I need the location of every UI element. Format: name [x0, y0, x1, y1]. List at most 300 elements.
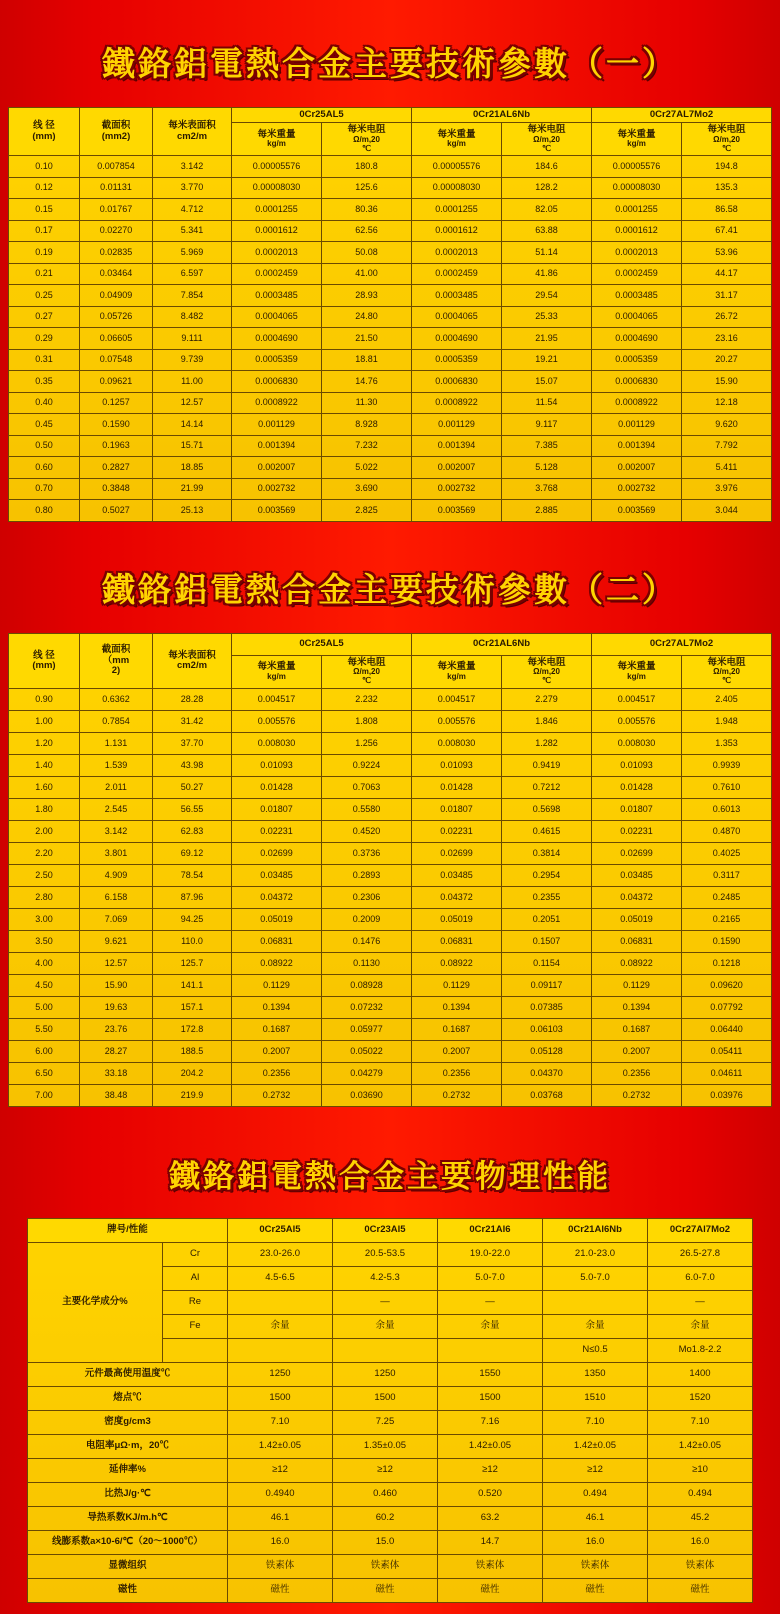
- table-cell: 26.72: [682, 306, 772, 328]
- table-cell: ≥12: [228, 1459, 333, 1483]
- table-cell: 0.0002459: [592, 263, 682, 285]
- property-label: 密度g/cm3: [28, 1411, 228, 1435]
- table-cell: 0.0003485: [232, 285, 322, 307]
- table-cell: 0.1590: [682, 931, 772, 953]
- table-cell: 0.03768: [502, 1085, 592, 1107]
- table-cell: 5.969: [153, 242, 232, 264]
- table-row: [9, 478, 772, 500]
- table-cell: 0.004517: [232, 689, 322, 711]
- table-cell: 0.2732: [412, 1085, 502, 1107]
- table-cell: 0.21: [9, 263, 80, 285]
- table-cell: 5.128: [502, 457, 592, 479]
- table-cell: 余量: [228, 1315, 333, 1339]
- table-row: [9, 733, 772, 755]
- table-cell: 135.3: [682, 177, 772, 199]
- table-cell: 78.54: [153, 865, 232, 887]
- table-cell: 3.768: [502, 478, 592, 500]
- table-cell: 110.0: [153, 931, 232, 953]
- table-cell: 0.005576: [232, 711, 322, 733]
- table-cell: 0.02699: [592, 843, 682, 865]
- table-cell: 0.2827: [80, 457, 153, 479]
- table-cell: 62.56: [322, 220, 412, 242]
- table-cell: 69.12: [153, 843, 232, 865]
- table-cell: 0.005576: [412, 711, 502, 733]
- table-cell: 0.02270: [80, 220, 153, 242]
- table-cell: 21.99: [153, 478, 232, 500]
- table-cell: 15.71: [153, 435, 232, 457]
- table-cell: 16.0: [648, 1531, 753, 1555]
- table-cell: 磁性: [648, 1579, 753, 1603]
- composition-element: Fe: [163, 1315, 228, 1339]
- table-cell: 0.04279: [322, 1063, 412, 1085]
- table-cell: 9.739: [153, 349, 232, 371]
- table-cell: 1.846: [502, 711, 592, 733]
- header-weight-1: 每米重量 kg/m: [232, 123, 322, 156]
- table-cell: 0.3848: [80, 478, 153, 500]
- table-cell: 0.00008030: [232, 177, 322, 199]
- table-row: [9, 500, 772, 522]
- composition-element: Cr: [163, 1243, 228, 1267]
- table-cell: 28.28: [153, 689, 232, 711]
- table-cell: 0.9939: [682, 755, 772, 777]
- table-cell: 0.002007: [232, 457, 322, 479]
- table-cell: 0.08922: [232, 953, 322, 975]
- table-cell: [438, 1339, 543, 1363]
- property-label: 磁性: [28, 1579, 228, 1603]
- table-cell: 0.04909: [80, 285, 153, 307]
- table-cell: 0.05977: [322, 1019, 412, 1041]
- table-cell: 0.04611: [682, 1063, 772, 1085]
- table-row: [9, 887, 772, 909]
- table-cell: 1.42±0.05: [438, 1435, 543, 1459]
- table-cell: 5.411: [682, 457, 772, 479]
- table-cell: 8.928: [322, 414, 412, 436]
- table-cell: 0.1129: [592, 975, 682, 997]
- table-row: [9, 689, 772, 711]
- table-cell: 0.2007: [232, 1041, 322, 1063]
- table-cell: 23.16: [682, 328, 772, 350]
- table-cell: 15.0: [333, 1531, 438, 1555]
- table-cell: 0.008030: [232, 733, 322, 755]
- table-cell: 5.341: [153, 220, 232, 242]
- table-cell: 0.460: [333, 1483, 438, 1507]
- table-cell: 0.7212: [502, 777, 592, 799]
- header-grade-property: 牌号/性能: [28, 1219, 228, 1243]
- table-cell: 0.09117: [502, 975, 592, 997]
- table-cell: 46.1: [228, 1507, 333, 1531]
- table-cell: 12.57: [80, 953, 153, 975]
- header-resistance-3: 每米电阻 Ω/m,20 ℃: [682, 123, 772, 156]
- table-cell: 0.004517: [592, 689, 682, 711]
- table-cell: 0.0002013: [592, 242, 682, 264]
- table-cell: —: [438, 1291, 543, 1315]
- table-cell: 0.6013: [682, 799, 772, 821]
- table-2-wrapper: [0, 633, 780, 1107]
- table-cell: 25.33: [502, 306, 592, 328]
- tech-params-table-1: [8, 107, 772, 522]
- table-cell: 14.14: [153, 414, 232, 436]
- table-cell: 铁素体: [228, 1555, 333, 1579]
- table-cell: 4.50: [9, 975, 80, 997]
- table-cell: 0.9419: [502, 755, 592, 777]
- table-cell: 0.001129: [412, 414, 502, 436]
- table-cell: 194.8: [682, 156, 772, 178]
- property-label: 比热J/g·℃: [28, 1483, 228, 1507]
- table-cell: [333, 1339, 438, 1363]
- table-cell: 0.02231: [232, 821, 322, 843]
- table-cell: 0.2355: [502, 887, 592, 909]
- table-cell: 0.1130: [322, 953, 412, 975]
- table-row: [9, 953, 772, 975]
- table-cell: 23.0-26.0: [228, 1243, 333, 1267]
- table-row: [9, 392, 772, 414]
- table-cell: 28.27: [80, 1041, 153, 1063]
- table-cell: 0.0002459: [412, 263, 502, 285]
- table-cell: 41.00: [322, 263, 412, 285]
- property-label: 显微组织: [28, 1555, 228, 1579]
- table-cell: 6.158: [80, 887, 153, 909]
- table-cell: 7.385: [502, 435, 592, 457]
- composition-element: [163, 1339, 228, 1363]
- table-cell: 62.83: [153, 821, 232, 843]
- table-cell: 0.0001612: [592, 220, 682, 242]
- table-cell: 0.7610: [682, 777, 772, 799]
- table-cell: 21.0-23.0: [543, 1243, 648, 1267]
- header2-weight-2: 每米重量 kg/m: [412, 655, 502, 688]
- table-cell: 0.05128: [502, 1041, 592, 1063]
- header-alloy2-0cr25al5: 0Cr25AL5: [232, 633, 412, 655]
- table-cell: 0.3117: [682, 865, 772, 887]
- table-cell: 0.0004065: [592, 306, 682, 328]
- table-cell: 0.2009: [322, 909, 412, 931]
- table-cell: 19.0-22.0: [438, 1243, 543, 1267]
- table-cell: 0.02699: [232, 843, 322, 865]
- table-cell: 0.2356: [232, 1063, 322, 1085]
- table-cell: 0.06103: [502, 1019, 592, 1041]
- table-cell: 0.0001255: [232, 199, 322, 221]
- table-cell: 0.0004065: [412, 306, 502, 328]
- table-cell: 0.2893: [322, 865, 412, 887]
- table-cell: 87.96: [153, 887, 232, 909]
- header-p-alloy-4: 0Cr21Al6Nb: [543, 1219, 648, 1243]
- table-cell: 1.20: [9, 733, 80, 755]
- property-label: 导热系数KJ/m.h℃: [28, 1507, 228, 1531]
- table-cell: 0.01807: [232, 799, 322, 821]
- table-1-body: [9, 156, 772, 522]
- table-row: [9, 975, 772, 997]
- table-cell: 5.00: [9, 997, 80, 1019]
- table-cell: 0.01428: [412, 777, 502, 799]
- table-cell: 0.0006830: [232, 371, 322, 393]
- header-wire-diameter-2: 线 径 (mm): [9, 633, 80, 688]
- table-cell: 4.909: [80, 865, 153, 887]
- composition-element: Al: [163, 1267, 228, 1291]
- table-cell: 0.1394: [412, 997, 502, 1019]
- table-cell: 0.0005359: [412, 349, 502, 371]
- section-title-1: 鐵鉻鋁電熱合金主要技術參數（一）: [102, 44, 678, 83]
- table-cell: 0.1129: [232, 975, 322, 997]
- table-cell: 18.85: [153, 457, 232, 479]
- table-cell: 0.1687: [412, 1019, 502, 1041]
- table-row: [9, 220, 772, 242]
- table-cell: 2.545: [80, 799, 153, 821]
- section-title-3: 鐵鉻鋁電熱合金主要物理性能: [169, 1159, 611, 1195]
- table-cell: 1.131: [80, 733, 153, 755]
- property-label: 电阻率μΩ·m，20℃: [28, 1435, 228, 1459]
- table-cell: 5.022: [322, 457, 412, 479]
- table-3-wrapper: [0, 1218, 780, 1603]
- table-cell: 50.08: [322, 242, 412, 264]
- table-cell: 0.50: [9, 435, 80, 457]
- table-cell: 219.9: [153, 1085, 232, 1107]
- table-cell: 0.0004690: [412, 328, 502, 350]
- table-cell: 86.58: [682, 199, 772, 221]
- table-cell: 1350: [543, 1363, 648, 1387]
- table-cell: 3.770: [153, 177, 232, 199]
- table-cell: 1.00: [9, 711, 80, 733]
- table-cell: 14.76: [322, 371, 412, 393]
- table-cell: 1500: [228, 1387, 333, 1411]
- table-cell: 7.10: [228, 1411, 333, 1435]
- table-cell: 24.80: [322, 306, 412, 328]
- table-cell: 铁素体: [333, 1555, 438, 1579]
- table-cell: 0.008030: [592, 733, 682, 755]
- table-cell: 0.03976: [682, 1085, 772, 1107]
- table-cell: 余量: [438, 1315, 543, 1339]
- table-cell: 0.1507: [502, 931, 592, 953]
- header-surface-area: 每米表面积 cm2/m: [153, 108, 232, 156]
- table-cell: 9.117: [502, 414, 592, 436]
- table-cell: 2.279: [502, 689, 592, 711]
- table-cell: 5.0-7.0: [543, 1267, 648, 1291]
- table-row: [9, 177, 772, 199]
- table-cell: 12.57: [153, 392, 232, 414]
- table-cell: 0.03464: [80, 263, 153, 285]
- table-cell: 0.9224: [322, 755, 412, 777]
- property-label: 元件最高使用温度℃: [28, 1363, 228, 1387]
- table-cell: 0.5580: [322, 799, 412, 821]
- table-cell: 0.0004065: [232, 306, 322, 328]
- table-cell: 3.690: [322, 478, 412, 500]
- table-cell: 12.18: [682, 392, 772, 414]
- table-cell: 0.3736: [322, 843, 412, 865]
- table-cell: 0.00005576: [412, 156, 502, 178]
- table-row: [28, 1387, 753, 1411]
- table-cell: —: [333, 1291, 438, 1315]
- table-row: [9, 1063, 772, 1085]
- table-cell: 2.50: [9, 865, 80, 887]
- table-row: [9, 242, 772, 264]
- table-cell: 11.00: [153, 371, 232, 393]
- table-row: [9, 931, 772, 953]
- table-cell: 56.55: [153, 799, 232, 821]
- table-cell: 1.808: [322, 711, 412, 733]
- table-cell: 0.001129: [592, 414, 682, 436]
- table-cell: 0.0002459: [232, 263, 322, 285]
- table-cell: 0.29: [9, 328, 80, 350]
- header-p-alloy-3: 0Cr21Al6: [438, 1219, 543, 1243]
- table-cell: 1500: [333, 1387, 438, 1411]
- table-row: [9, 711, 772, 733]
- table-cell: 0.002732: [232, 478, 322, 500]
- table-cell: 0.05022: [322, 1041, 412, 1063]
- table-cell: 1520: [648, 1387, 753, 1411]
- table-cell: 0.15: [9, 199, 80, 221]
- table-cell: 3.801: [80, 843, 153, 865]
- table-cell: 0.01807: [592, 799, 682, 821]
- table-cell: 磁性: [333, 1579, 438, 1603]
- table-cell: 19.21: [502, 349, 592, 371]
- table-row: [9, 199, 772, 221]
- table-cell: 0.09620: [682, 975, 772, 997]
- table-cell: 0.2007: [592, 1041, 682, 1063]
- table-cell: 7.854: [153, 285, 232, 307]
- table-cell: 9.620: [682, 414, 772, 436]
- table-2-body: [9, 689, 772, 1107]
- table-cell: 0.19: [9, 242, 80, 264]
- table-cell: 余量: [333, 1315, 438, 1339]
- table-cell: 0.0004690: [592, 328, 682, 350]
- table-cell: 45.2: [648, 1507, 753, 1531]
- table-cell: 21.95: [502, 328, 592, 350]
- table-cell: 29.54: [502, 285, 592, 307]
- table-cell: 63.88: [502, 220, 592, 242]
- table-cell: 0.0006830: [412, 371, 502, 393]
- table-cell: 0.0005359: [592, 349, 682, 371]
- table-cell: 0.0008922: [412, 392, 502, 414]
- table-cell: 1250: [333, 1363, 438, 1387]
- table-cell: 0.10: [9, 156, 80, 178]
- table-cell: 8.482: [153, 306, 232, 328]
- table-cell: 172.8: [153, 1019, 232, 1041]
- tech-params-table-2: [8, 633, 772, 1107]
- table-cell: 0.01428: [592, 777, 682, 799]
- table-cell: 1.282: [502, 733, 592, 755]
- header-alloy2-0cr27al7mo2: 0Cr27AL7Mo2: [592, 633, 772, 655]
- header2-resistance-1: 每米电阻 Ω/m,20 ℃: [322, 655, 412, 688]
- table-cell: 0.007854: [80, 156, 153, 178]
- table-cell: 11.30: [322, 392, 412, 414]
- table-cell: 3.142: [80, 821, 153, 843]
- table-cell: 0.0001255: [592, 199, 682, 221]
- table-cell: 1.539: [80, 755, 153, 777]
- table-cell: 0.5027: [80, 500, 153, 522]
- table-cell: 0.00005576: [232, 156, 322, 178]
- table-cell: 26.5-27.8: [648, 1243, 753, 1267]
- table-cell: 磁性: [438, 1579, 543, 1603]
- table-cell: 16.0: [543, 1531, 648, 1555]
- table-cell: 184.6: [502, 156, 592, 178]
- table-cell: 0.3814: [502, 843, 592, 865]
- table-cell: 0.7063: [322, 777, 412, 799]
- table-cell: 1.35±0.05: [333, 1435, 438, 1459]
- table-2-head-row-1: [9, 633, 772, 655]
- table-row: [9, 156, 772, 178]
- table-cell: 0.0001255: [412, 199, 502, 221]
- table-row: [28, 1555, 753, 1579]
- table-cell: 铁素体: [438, 1555, 543, 1579]
- physical-properties-table: [27, 1218, 753, 1603]
- table-cell: 0.0002013: [412, 242, 502, 264]
- table-row: [9, 285, 772, 307]
- table-cell: 2.885: [502, 500, 592, 522]
- table-cell: 0.60: [9, 457, 80, 479]
- table-cell: 0.005576: [592, 711, 682, 733]
- table-cell: 6.50: [9, 1063, 80, 1085]
- table-cell: —: [648, 1291, 753, 1315]
- table-row: [28, 1483, 753, 1507]
- table-cell: 0.25: [9, 285, 80, 307]
- table-cell: 3.976: [682, 478, 772, 500]
- table-cell: 0.0003485: [592, 285, 682, 307]
- table-cell: 82.05: [502, 199, 592, 221]
- table-cell: 0.5698: [502, 799, 592, 821]
- table-cell: 1500: [438, 1387, 543, 1411]
- table-cell: 0.2051: [502, 909, 592, 931]
- table-cell: 31.42: [153, 711, 232, 733]
- table-cell: 0.04372: [232, 887, 322, 909]
- table-cell: 19.63: [80, 997, 153, 1019]
- table-cell: 7.16: [438, 1411, 543, 1435]
- table-cell: 0.05019: [592, 909, 682, 931]
- table-cell: 20.27: [682, 349, 772, 371]
- table-cell: 9.621: [80, 931, 153, 953]
- table-cell: 0.001394: [412, 435, 502, 457]
- table-row: [9, 865, 772, 887]
- table-cell: 0.1590: [80, 414, 153, 436]
- header-resistance-1: 每米电阻 Ω/m,20 ℃: [322, 123, 412, 156]
- table-cell: 0.04372: [592, 887, 682, 909]
- table-cell: 7.792: [682, 435, 772, 457]
- table-cell: 0.1257: [80, 392, 153, 414]
- table-cell: 0.80: [9, 500, 80, 522]
- table-row: [9, 328, 772, 350]
- table-cell: 1.40: [9, 755, 80, 777]
- table-row: [9, 306, 772, 328]
- table-cell: 1.948: [682, 711, 772, 733]
- table-cell: 37.70: [153, 733, 232, 755]
- table-row: [28, 1435, 753, 1459]
- table-cell: 0.494: [543, 1483, 648, 1507]
- table-cell: 0.07232: [322, 997, 412, 1019]
- table-cell: 67.41: [682, 220, 772, 242]
- header2-resistance-2: 每米电阻 Ω/m,20 ℃: [502, 655, 592, 688]
- table-cell: 204.2: [153, 1063, 232, 1085]
- table-cell: 43.98: [153, 755, 232, 777]
- table-cell: 0.002007: [592, 457, 682, 479]
- table-row: [28, 1411, 753, 1435]
- table-cell: 53.96: [682, 242, 772, 264]
- header-cross-section-2: 截面积 （mm 2): [80, 633, 153, 688]
- table-cell: 铁素体: [543, 1555, 648, 1579]
- table-cell: 0.2165: [682, 909, 772, 931]
- table-cell: 0.7854: [80, 711, 153, 733]
- table-cell: 0.02231: [592, 821, 682, 843]
- table-cell: 0.00008030: [592, 177, 682, 199]
- table-cell: 0.45: [9, 414, 80, 436]
- table-cell: 1550: [438, 1363, 543, 1387]
- table-cell: 余量: [648, 1315, 753, 1339]
- table-cell: 0.06831: [412, 931, 502, 953]
- table-cell: 0.001394: [232, 435, 322, 457]
- table-cell: 0.001129: [232, 414, 322, 436]
- table-cell: 1.42±0.05: [648, 1435, 753, 1459]
- table-cell: 1.256: [322, 733, 412, 755]
- table-cell: 38.48: [80, 1085, 153, 1107]
- table-row: [9, 263, 772, 285]
- table-row: [9, 909, 772, 931]
- table-cell: 0.1218: [682, 953, 772, 975]
